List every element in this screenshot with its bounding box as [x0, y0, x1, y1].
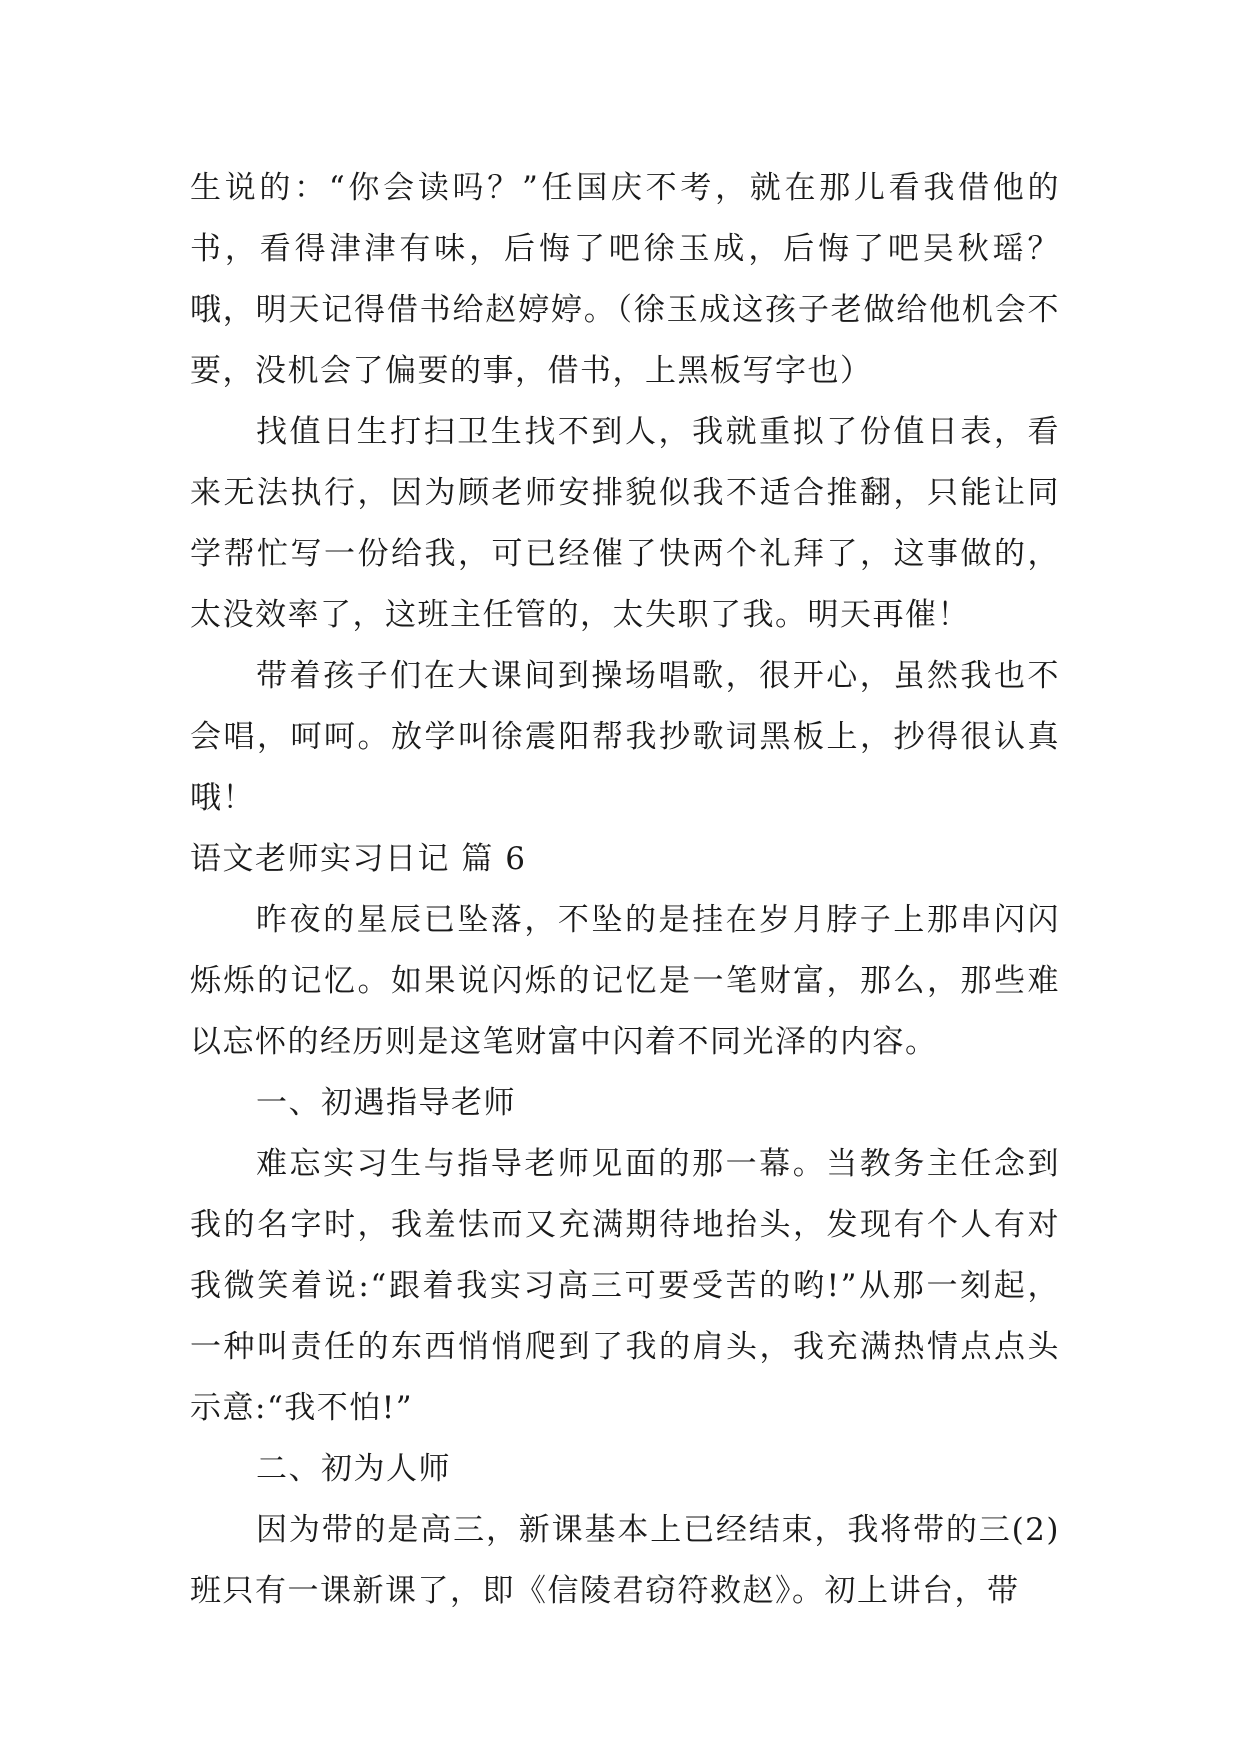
subheading-first-meeting: 一、初遇指导老师 — [256, 1085, 516, 1121]
paragraph-first-meeting: 难忘实习生与指导老师见面的那一幕。当教务主任念到我的名字时，我羞怯而又充满期待地抬头，发现有个人有对我微笑着说:“跟着我实习高三可要受苦的哟!”从那一刻起，一种叫责任的东西悄悄爬到了我的肩头，我充满热情点点头示意:“我不怕!” — [190, 1146, 1060, 1426]
paragraph-intro: 昨夜的星辰已坠落，不坠的是挂在岁月脖子上那串闪闪烁烁的记忆。如果说闪烁的记忆是一笔财富，那么，那些难以忘怀的经历则是这笔财富中闪着不同光泽的内容。 — [190, 902, 1060, 1060]
subheading-first-teaching: 二、初为人师 — [256, 1451, 451, 1487]
paragraph-duty-roster: 找值日生打扫卫生找不到人，我就重拟了份值日表，看来无法执行，因为顾老师安排貌似我不适合推翻，只能让同学帮忙写一份给我，可已经催了快两个礼拜了，这事做的，太没效率了，这班主任管的，太失职了我。明天再催！ — [190, 414, 1060, 633]
document-body — [190, 158, 1060, 1622]
paragraph-continuation: 生说的：“你会读吗？”任国庆不考，就在那儿看我借他的书，看得津津有味，后悔了吧徐玉成，后悔了吧吴秋瑶？哦，明天记得借书给赵婷婷。（徐玉成这孩子老做给他机会不要，没机会了偏要的事，借书，上黑板写字也） — [190, 170, 1060, 389]
paragraph-singing: 带着孩子们在大课间到操场唱歌，很开心，虽然我也不会唱，呵呵。放学叫徐震阳帮我抄歌词黑板上，抄得很认真哦！ — [190, 658, 1060, 816]
section-heading: 语文老师实习日记 篇 6 — [190, 841, 527, 877]
paragraph-first-teaching: 因为带的是高三，新课基本上已经结束，我将带的三(2)班只有一课新课了，即《信陵君窃符救赵》。初上讲台，带 — [190, 1512, 1060, 1609]
